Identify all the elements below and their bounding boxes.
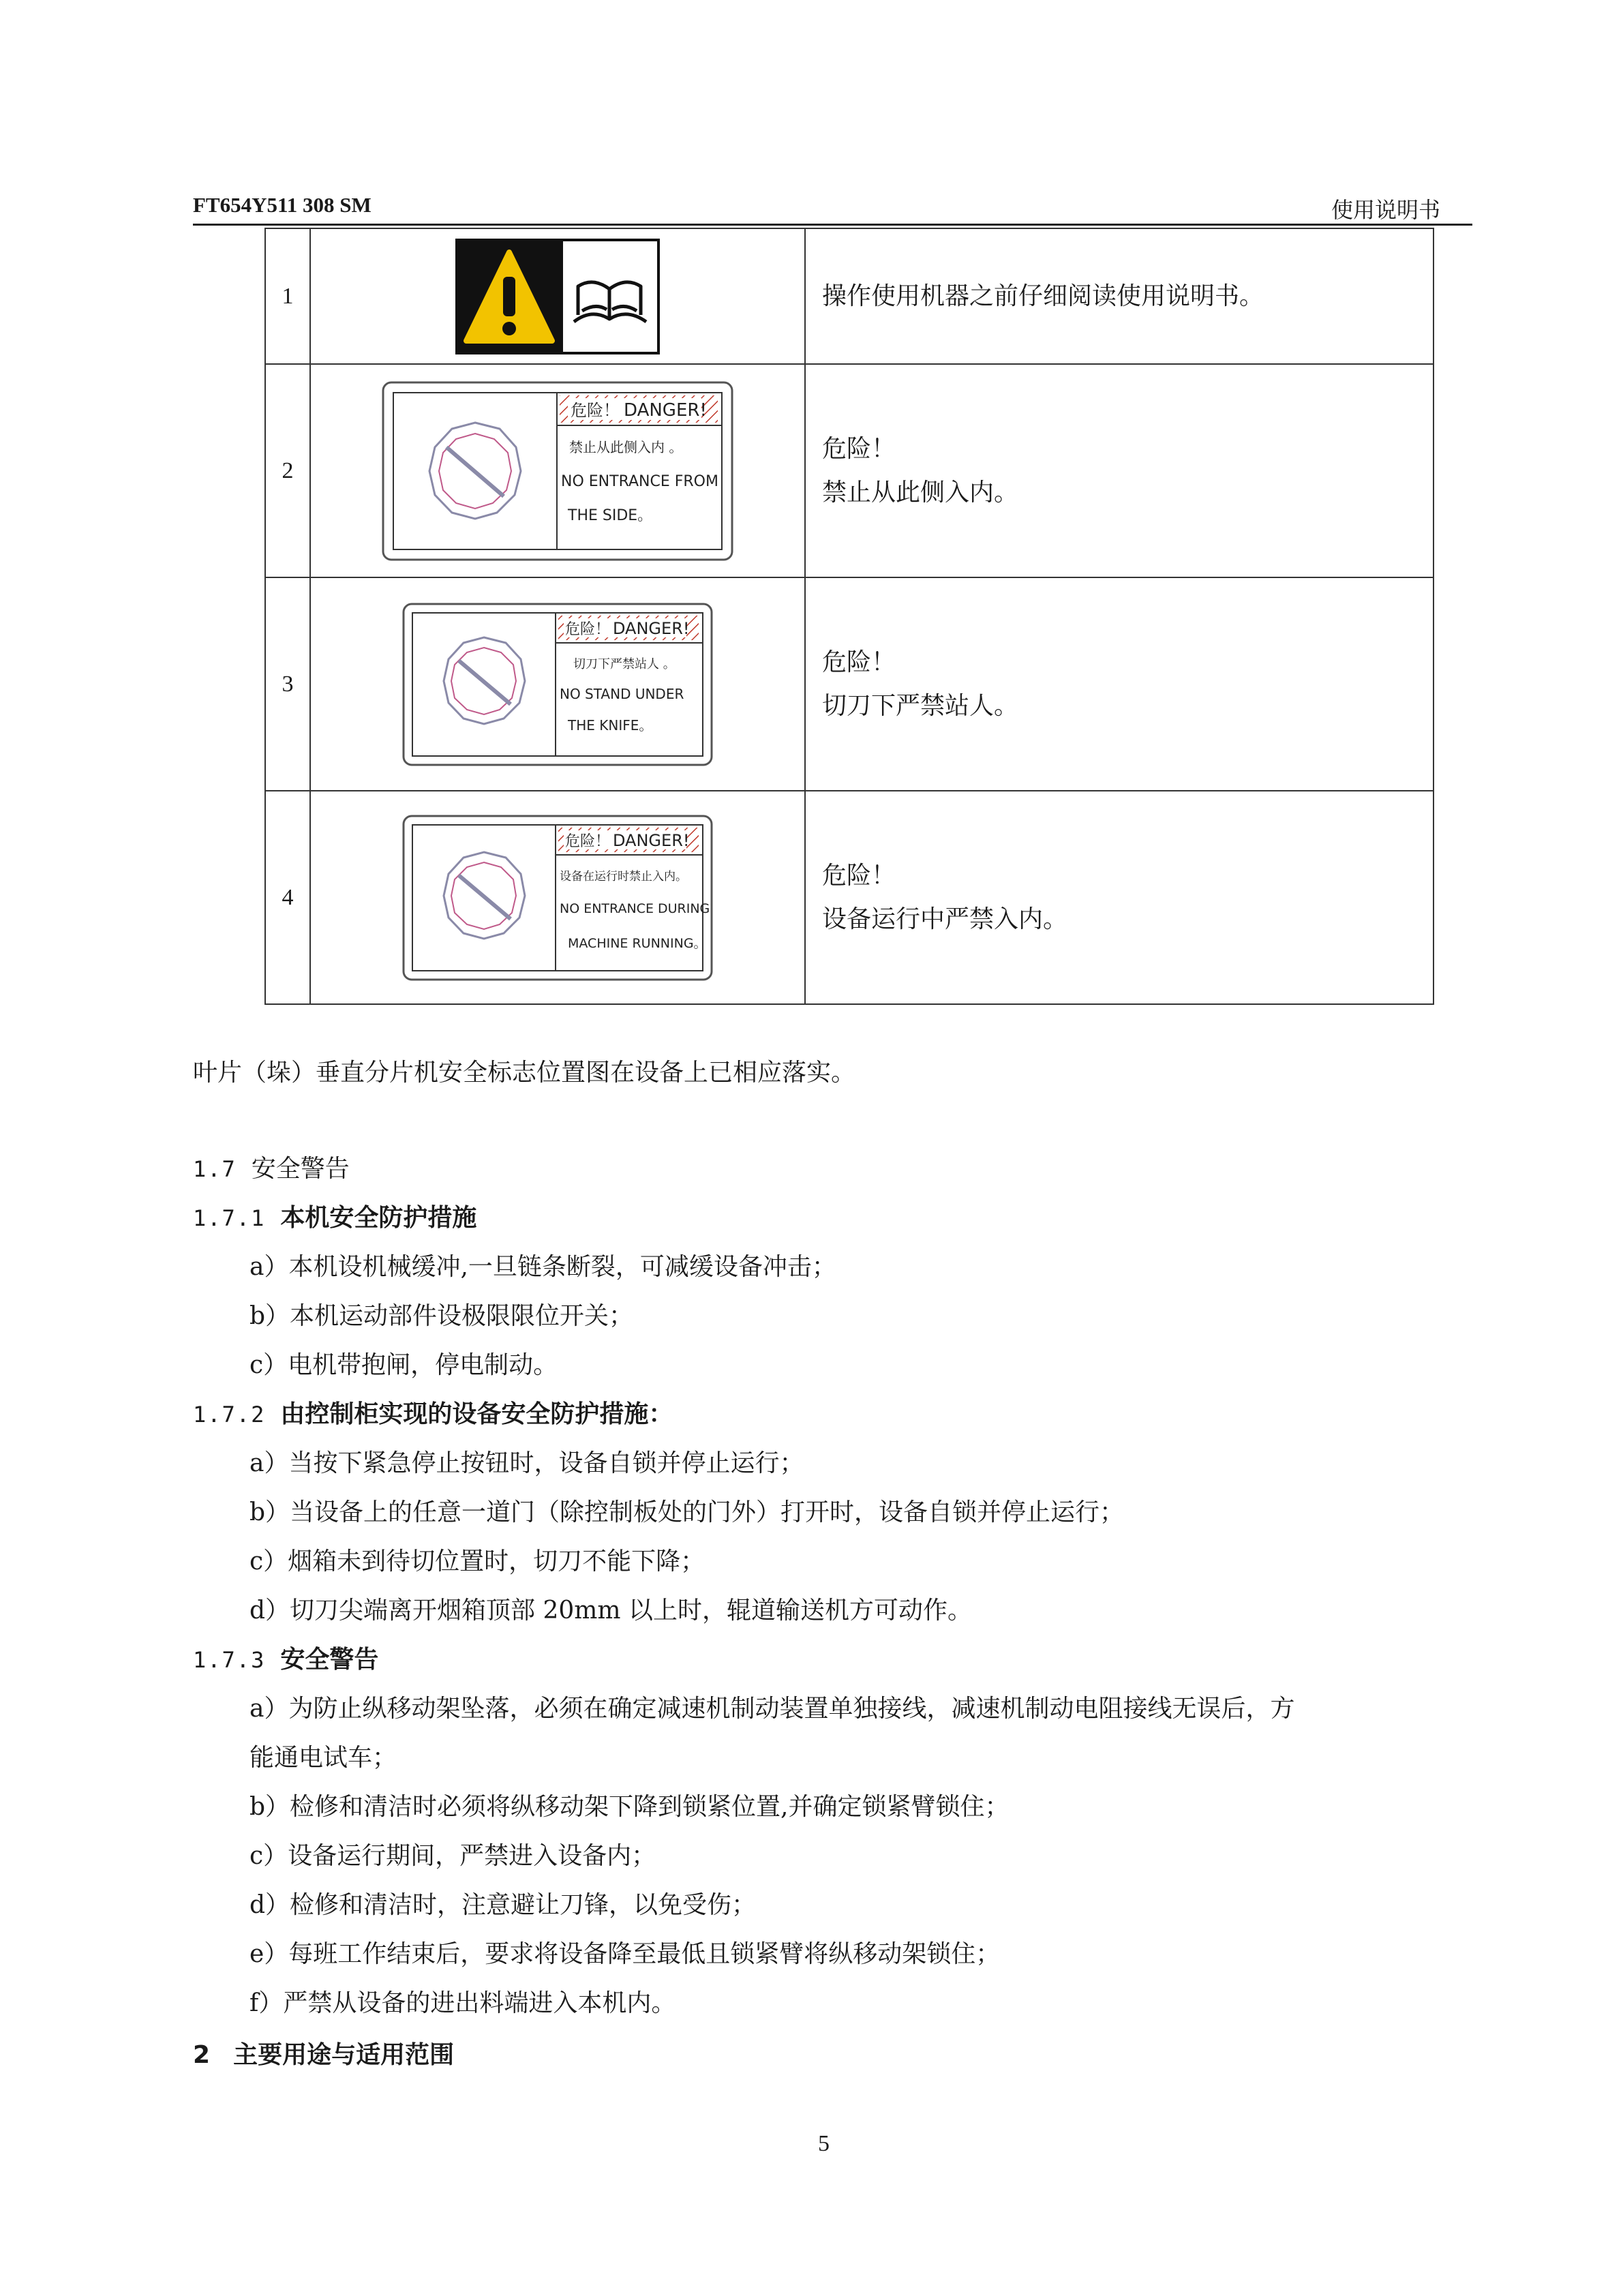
svg-text:NO ENTRANCE DURING: NO ENTRANCE DURING	[560, 901, 710, 916]
svg-text:DANGER!: DANGER!	[613, 618, 690, 638]
svg-text:THE SIDE。: THE SIDE。	[568, 507, 653, 524]
danger-title: 危险！	[571, 400, 620, 420]
list-item: b）本机运动部件设极限限位开关；	[249, 1302, 634, 1330]
row-number: 2	[265, 364, 310, 577]
section-1-7-2: 1.7.2 由控制柜实现的设备安全防护措施：	[193, 1400, 673, 1428]
svg-text:禁止从此侧入内 。: 禁止从此侧入内 。	[569, 438, 683, 455]
svg-text:切刀下严禁站人 。: 切刀下严禁站人 。	[573, 656, 676, 671]
no-stand-under-knife-sign	[401, 602, 714, 767]
list-item: f）严禁从设备的进出料端进入本机内。	[249, 1989, 676, 2017]
svg-text:THE KNIFE。: THE KNIFE。	[568, 716, 653, 734]
no-entrance-running-sign	[401, 814, 714, 982]
sign-location-note: 叶片（垛）垂直分片机安全标志位置图在设备上已相应落实。	[193, 1059, 856, 1087]
section-1-7-1: 1.7.1 本机安全防护措施	[193, 1204, 477, 1232]
list-item: b）当设备上的任意一道门（除控制板处的门外）打开时，设备自锁并停止运行；	[249, 1498, 1125, 1526]
doc-type: 使用说明书	[1331, 197, 1440, 223]
svg-text:NO ENTRANCE FROM: NO ENTRANCE FROM	[561, 472, 718, 490]
list-item-continuation: 能通电试车；	[249, 1744, 397, 1772]
row-number: 4	[265, 791, 310, 1004]
svg-text:危险！: 危险！	[565, 832, 611, 850]
sign-description: 危险！ 禁止从此侧入内。	[805, 364, 1434, 577]
list-item: c）电机带抱闸，停电制动。	[249, 1351, 558, 1379]
sign-cell	[310, 228, 805, 364]
svg-text:NO STAND UNDER: NO STAND UNDER	[560, 685, 684, 702]
header-divider	[193, 224, 1472, 226]
no-entrance-side-sign	[381, 380, 734, 562]
svg-text:MACHINE RUNNING。: MACHINE RUNNING。	[568, 935, 707, 951]
list-item: e）每班工作结束后，要求将设备降至最低且锁紧臂将纵移动架锁住；	[249, 1940, 1001, 1968]
safety-sign-table	[264, 228, 1434, 1005]
svg-text:DANGER!: DANGER!	[613, 830, 690, 850]
list-item: d）切刀尖端离开烟箱顶部 20mm 以上时，辊道输送机方可动作。	[249, 1597, 973, 1625]
table-row	[265, 791, 1434, 1004]
warning-manual-icon	[455, 239, 660, 354]
section-2-heading: 2 主要用途与适用范围	[193, 2041, 455, 2069]
table-row	[265, 364, 1434, 577]
doc-code: FT654Y511 308 SM	[193, 193, 371, 217]
list-item: a）为防止纵移动架坠落，必须在确定减速机制动装置单独接线，减速机制动电阻接线无误后，方	[249, 1695, 1295, 1723]
sign-cell	[310, 364, 805, 577]
list-item: a）当按下紧急停止按钮时，设备自锁并停止运行；	[249, 1449, 804, 1477]
page-number: 5	[818, 2131, 830, 2156]
table-row	[265, 577, 1434, 791]
row-number: 3	[265, 577, 310, 791]
table-row	[265, 228, 1434, 364]
svg-text:设备在运行时禁止入内。: 设备在运行时禁止入内。	[560, 869, 687, 883]
sign-cell	[310, 791, 805, 1004]
list-item: b）检修和清洁时必须将纵移动架下降到锁紧位置,并确定锁紧臂锁住；	[249, 1793, 1010, 1821]
list-item: d）检修和清洁时，注意避让刀锋，以免受伤；	[249, 1891, 757, 1919]
sign-description: 危险！ 设备运行中严禁入内。	[805, 791, 1434, 1004]
section-1-7-3: 1.7.3 安全警告	[193, 1646, 379, 1674]
section-1-7: 1.7 安全警告	[193, 1155, 350, 1183]
list-item: c）设备运行期间，严禁进入设备内；	[249, 1842, 656, 1870]
sign-description: 操作使用机器之前仔细阅读使用说明书。	[805, 228, 1434, 364]
sign-description: 危险！ 切刀下严禁站人。	[805, 577, 1434, 791]
list-item: c）烟箱未到待切位置时，切刀不能下降；	[249, 1547, 706, 1575]
list-item: a）本机设机械缓冲,一旦链条断裂，可减缓设备冲击；	[249, 1253, 836, 1281]
svg-text:DANGER!: DANGER!	[624, 399, 707, 421]
row-number: 1	[265, 228, 310, 364]
sign-cell	[310, 577, 805, 791]
svg-text:危险！: 危险！	[565, 620, 611, 638]
